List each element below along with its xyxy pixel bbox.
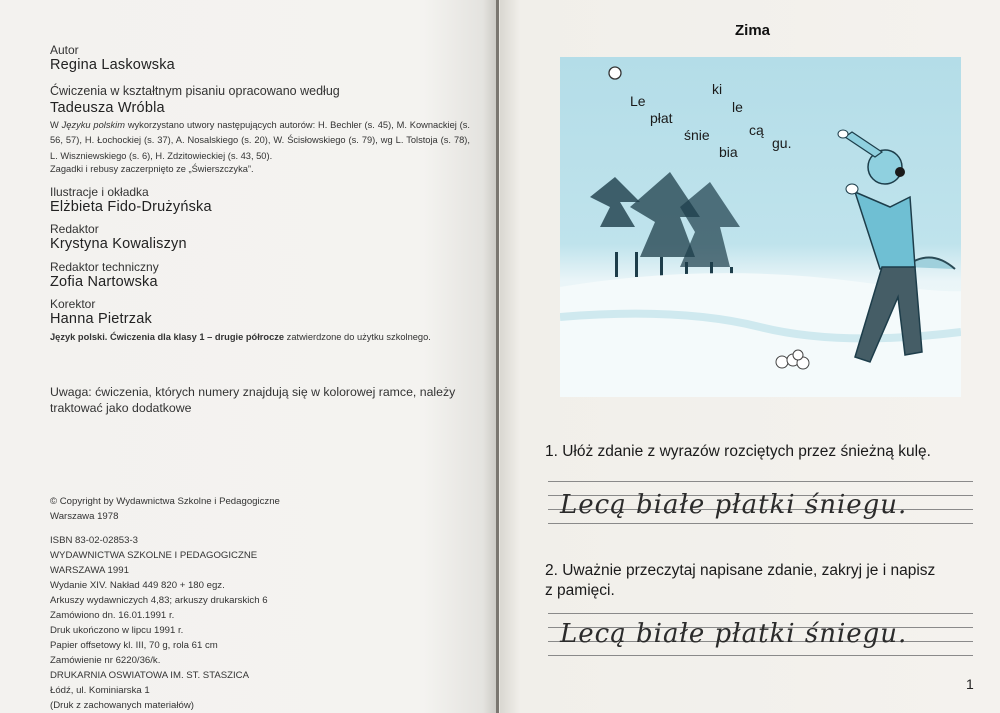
- task-2-line-1: 2. Uważnie przeczytaj napisane zdanie, zakryj je i napisz: [545, 562, 936, 579]
- riddles-note: Zagadki i rebusy zaczerpnięto ze „Świerszczyka”.: [50, 164, 254, 174]
- illustrations-label: Ilustracje i okładka: [50, 185, 149, 199]
- book-spine: [496, 0, 499, 713]
- illustrations-name: Elżbieta Fido-Drużyńska: [50, 199, 212, 215]
- note: Uwaga: ćwiczenia, których numery znajdują się w kolorowej ramce, należy traktować jako dodatkowe: [50, 385, 456, 415]
- method-label: Ćwiczenia w kształtnym pisaniu opracowano według: [50, 84, 340, 98]
- copyright-place: Warszawa 1978: [50, 511, 119, 522]
- syllable: bia: [719, 144, 738, 160]
- task-1: 1. Ułóż zdanie z wyrazów rozciętych przez śnieżną kulę.: [545, 443, 931, 460]
- approval-text: zatwierdzone do użytku szkolnego.: [286, 332, 431, 342]
- sources-text: wykorzystano utwory następujących autorów: H. Bechler (s. 45), M. Kownackiej (s. 56, 57), H. Łochockiej (s. 37), A. Nosalskiego (s. 20), W. Ścisłowskiego (s. 79), wg L. Tolstoja (s. 78), L. Wiszniewskiego (s. 6), H. Zdzitowieckiej (s. 43, 50).: [50, 120, 470, 161]
- copyright: © Copyright by Wydawnictwa Szkolne i Pedagogiczne: [50, 496, 280, 507]
- pub-line: ISBN 83-02-02853-3: [50, 535, 138, 546]
- illustration-graphic: [560, 57, 961, 397]
- syllable: śnie: [684, 127, 710, 143]
- trees: [590, 172, 740, 282]
- pub-line: Papier offsetowy kl. III, 70 g, rola 61 cm: [50, 640, 218, 651]
- pub-line: Łódź, ul. Kominiarska 1: [50, 685, 150, 696]
- pub-line: (Druk z zachowanych materiałów): [50, 700, 194, 711]
- pub-line: Druk ukończono w lipcu 1991 r.: [50, 625, 184, 636]
- method-name: Tadeusza Wróbla: [50, 100, 165, 116]
- proofreader-label: Korektor: [50, 297, 96, 311]
- page-title: Zima: [735, 22, 771, 39]
- pub-line: Zamówienie nr 6220/36/k.: [50, 655, 161, 666]
- handwriting-2: Lecą białe płatki śniegu.: [560, 619, 908, 649]
- syllable: cą: [749, 122, 764, 138]
- approval-bold: Język polski. Ćwiczenia dla klasy 1 – drugie półrocze: [50, 332, 285, 342]
- pub-line: Zamówiono dn. 16.01.1991 r.: [50, 610, 175, 621]
- editor-label: Redaktor: [50, 222, 99, 236]
- page-number: 1: [966, 676, 974, 692]
- sources-title: Języku polskim: [61, 120, 125, 130]
- pub-line: Arkuszy wydawniczych 4,83; arkuszy drukarskich 6: [50, 595, 268, 606]
- syllable: le: [732, 99, 743, 115]
- pub-line: WARSZAWA 1991: [50, 565, 129, 576]
- syllable: Le: [630, 93, 646, 109]
- syllable: płat: [650, 110, 673, 126]
- pub-line: Wydanie XIV. Nakład 449 820 + 180 egz.: [50, 580, 225, 591]
- pub-line: WYDAWNICTWA SZKOLNE I PEDAGOGICZNE: [50, 550, 258, 561]
- sources-note: [50, 118, 470, 164]
- tech-editor-name: Zofia Nartowska: [50, 274, 158, 290]
- tech-editor-label: Redaktor techniczny: [50, 260, 159, 274]
- handwriting-1: Lecą białe płatki śniegu.: [560, 490, 908, 520]
- author-name: Regina Laskowska: [50, 57, 175, 73]
- pub-line: DRUKARNIA OSWIATOWA IM. ST. STASZICA: [50, 670, 250, 681]
- proofreader-name: Hanna Pietrzak: [50, 311, 152, 327]
- task-2-line-2: z pamięci.: [545, 582, 615, 599]
- winter-illustration: [560, 57, 961, 397]
- syllable: gu.: [772, 135, 792, 151]
- approval-note: [50, 330, 470, 345]
- publishing-info: [50, 533, 268, 713]
- author-label: Autor: [50, 43, 79, 57]
- snowball-icon: [609, 67, 621, 79]
- editor-name: Krystyna Kowaliszyn: [50, 236, 187, 252]
- syllable: ki: [712, 81, 723, 97]
- sources-prefix: W: [50, 120, 59, 130]
